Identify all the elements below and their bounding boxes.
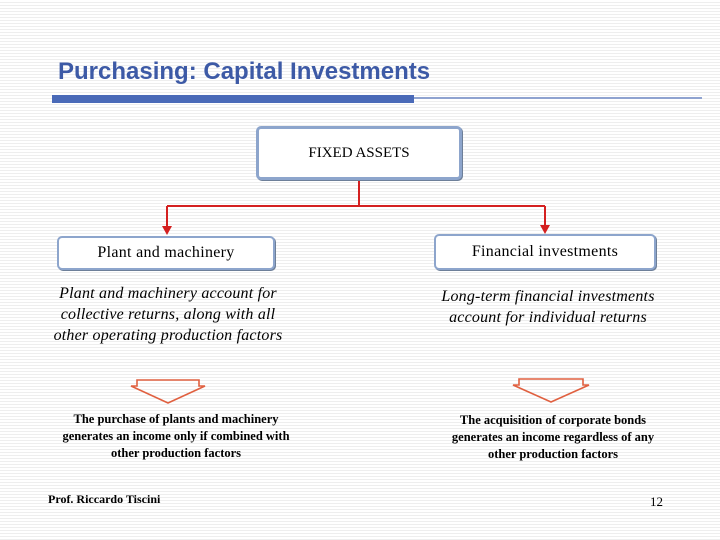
right-arrowhead (540, 225, 550, 234)
financial-investments-label: Financial investments (471, 243, 619, 260)
plant-machinery-label: Plant and machinery (97, 244, 235, 261)
financial-investments-box (434, 234, 656, 270)
left-down-arrow-icon (131, 380, 205, 403)
financial-investments-consequence: The acquisition of corporate bonds generates an income regardless of any other production factors (451, 413, 655, 461)
plant-machinery-consequence: The purchase of plants and machinery generates an income only if combined with other production factors (62, 412, 290, 460)
left-arrowhead (162, 226, 172, 235)
right-down-arrow-icon (513, 379, 589, 402)
tree-connector (167, 180, 545, 227)
financial-investments-description: Long-term financial investments account for individual returns (441, 288, 655, 326)
slide-title: Purchasing: Capital Investments (58, 58, 431, 85)
author-footer: Prof. Riccardo Tiscini (48, 492, 161, 506)
page-number: 12 (650, 494, 663, 509)
fixed-assets-box (256, 126, 462, 180)
plant-machinery-description: Plant and machinery account for collective returns, along with all other operating production factors (53, 285, 283, 344)
plant-machinery-box (57, 236, 275, 270)
fixed-assets-label: FIXED ASSETS (308, 144, 410, 161)
